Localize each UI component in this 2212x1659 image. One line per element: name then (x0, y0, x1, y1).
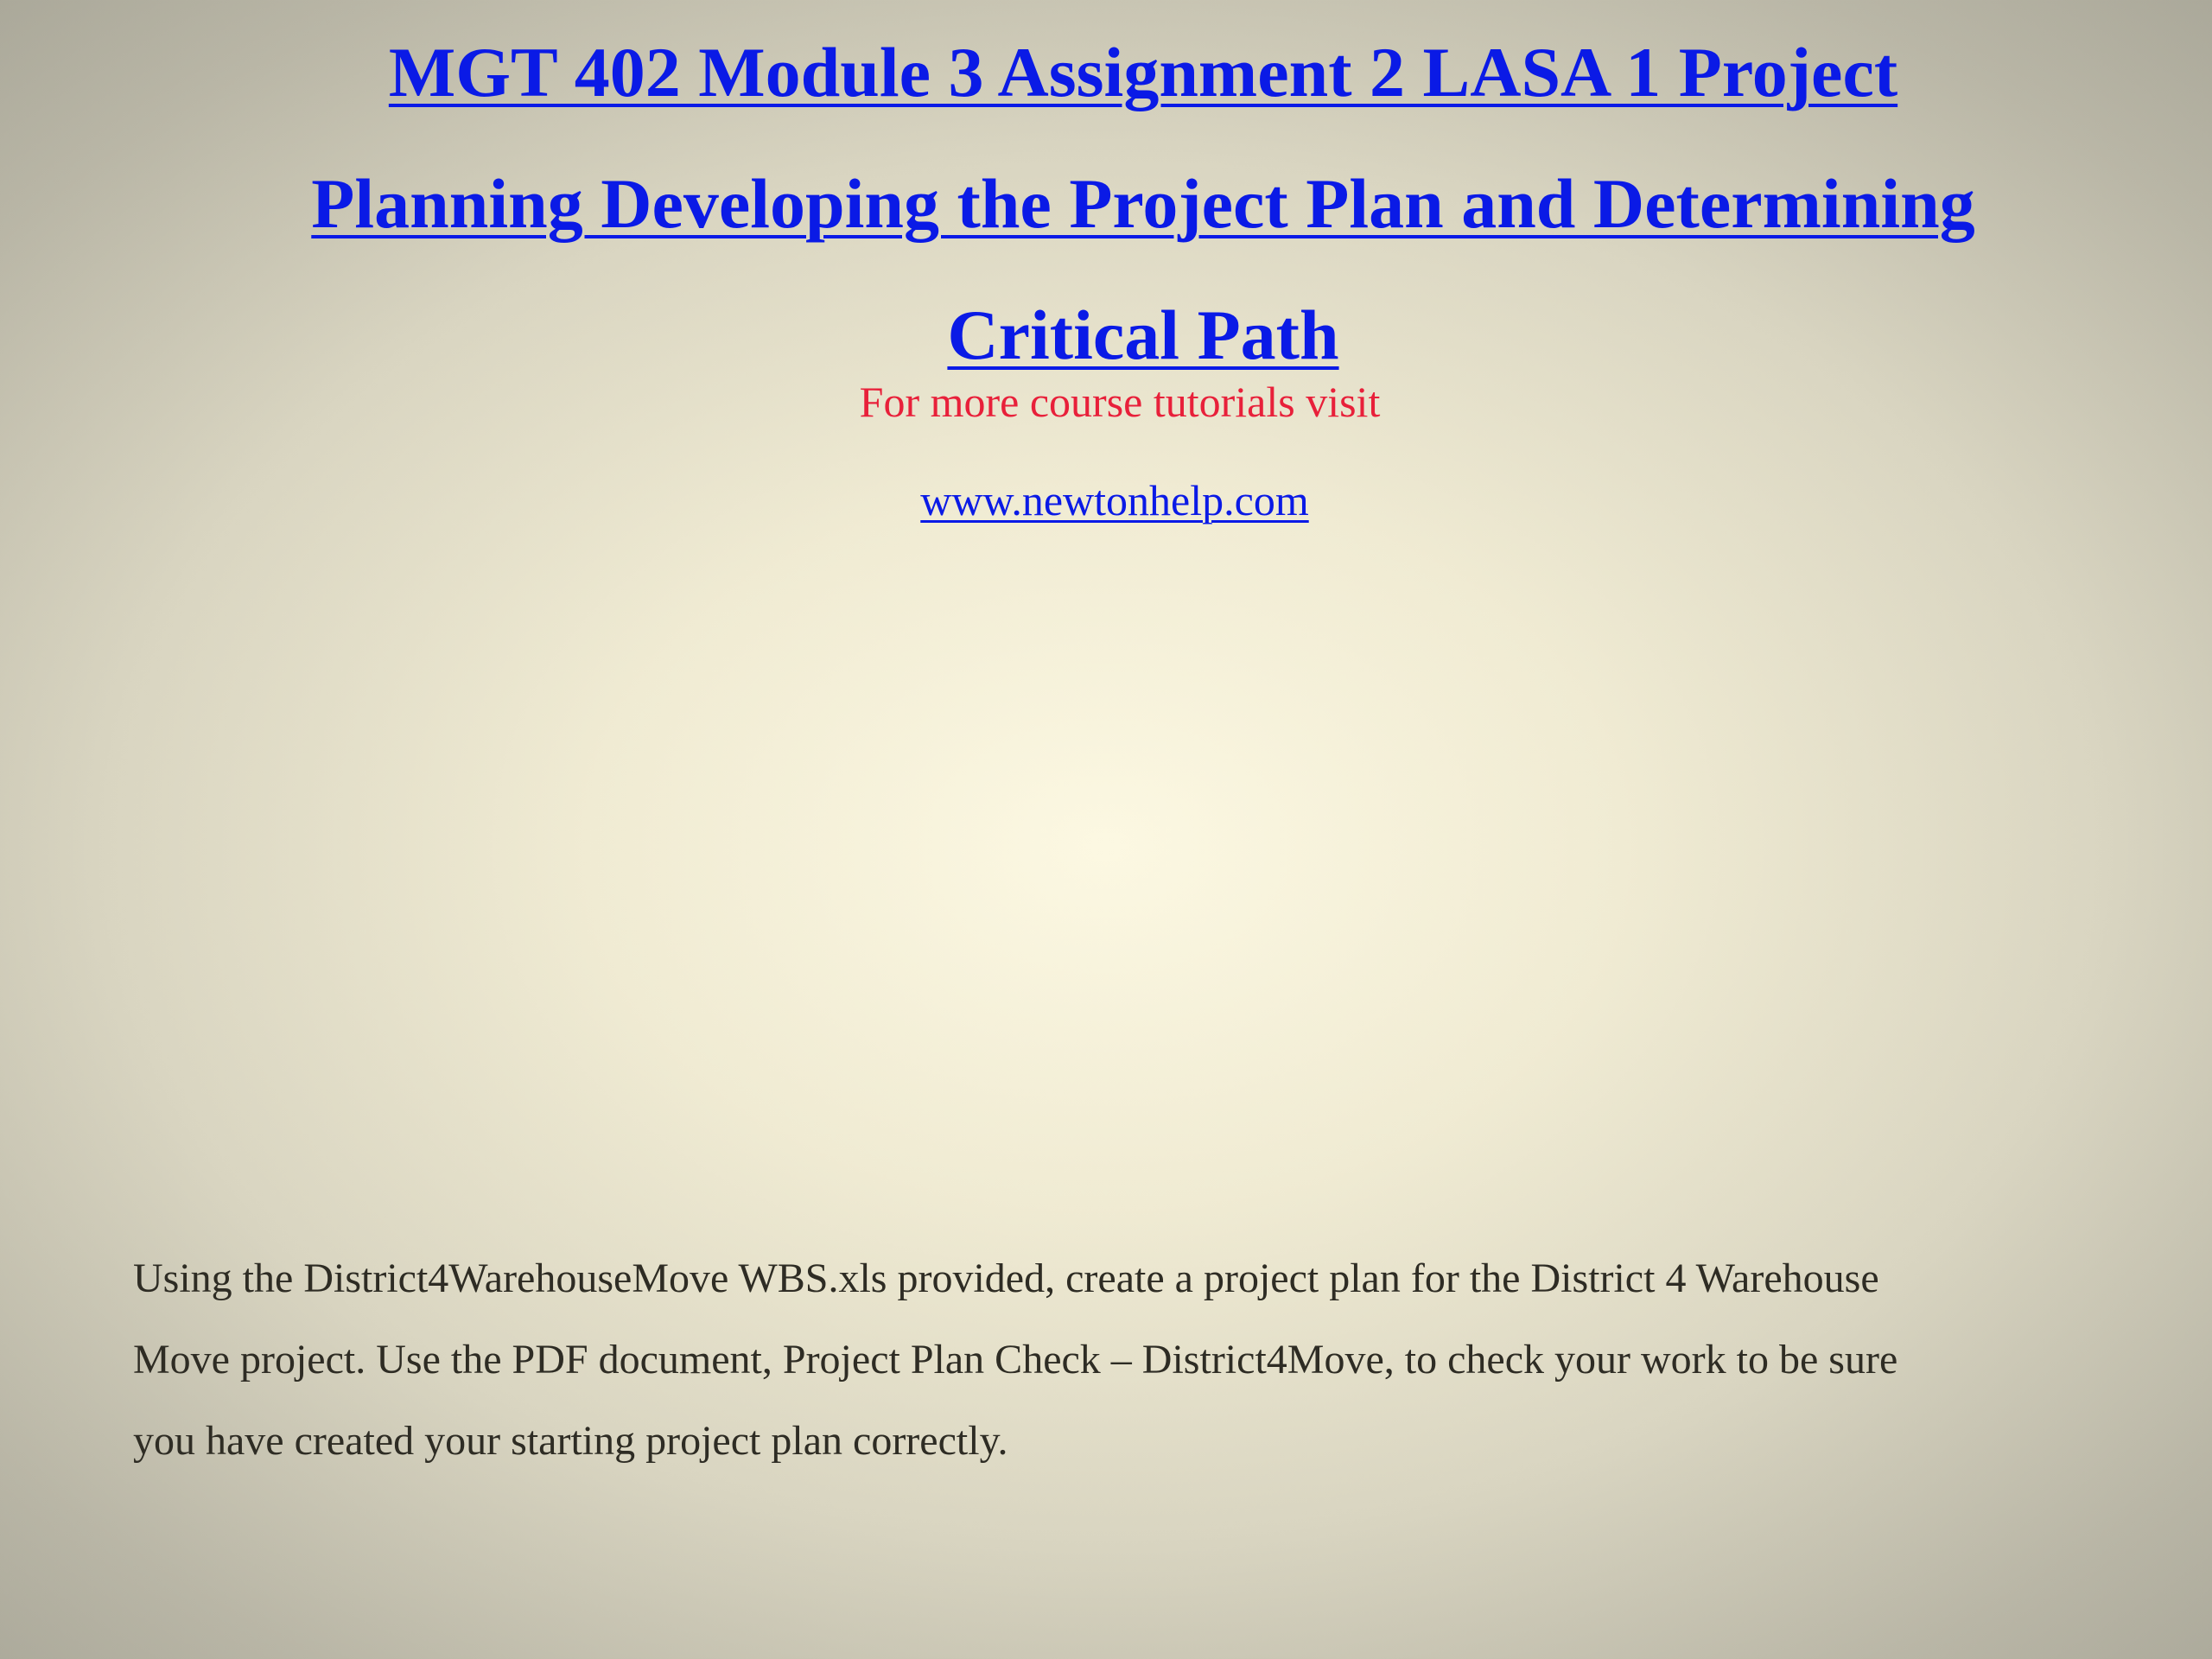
description-line-2: Move project. Use the PDF document, Project Plan Check – District4Move, to check your work to be sure (133, 1337, 1898, 1382)
title-line-1 (0, 7, 2212, 138)
description-line-1: Using the District4WarehouseMove WBS.xls provided, create a project plan for the District 4 Warehouse (133, 1255, 1879, 1301)
assignment-description (133, 1238, 2103, 1482)
website-link[interactable]: www.newtonhelp.com (920, 476, 1309, 524)
tutorial-note: For more course tutorials visit (859, 378, 1381, 426)
title-link-line-1[interactable]: MGT 402 Module 3 Assignment 2 LASA 1 Project (388, 33, 1898, 111)
description-line-3: you have created your starting project plan correctly. (133, 1418, 1008, 1464)
title-link-line-2[interactable]: Planning Developing the Project Plan and Determining (311, 164, 1975, 243)
website-link-row (0, 470, 2212, 531)
page-title (0, 7, 2212, 401)
title-line-2 (0, 138, 2212, 270)
title-link-line-3[interactable]: Critical Path (947, 296, 1339, 374)
